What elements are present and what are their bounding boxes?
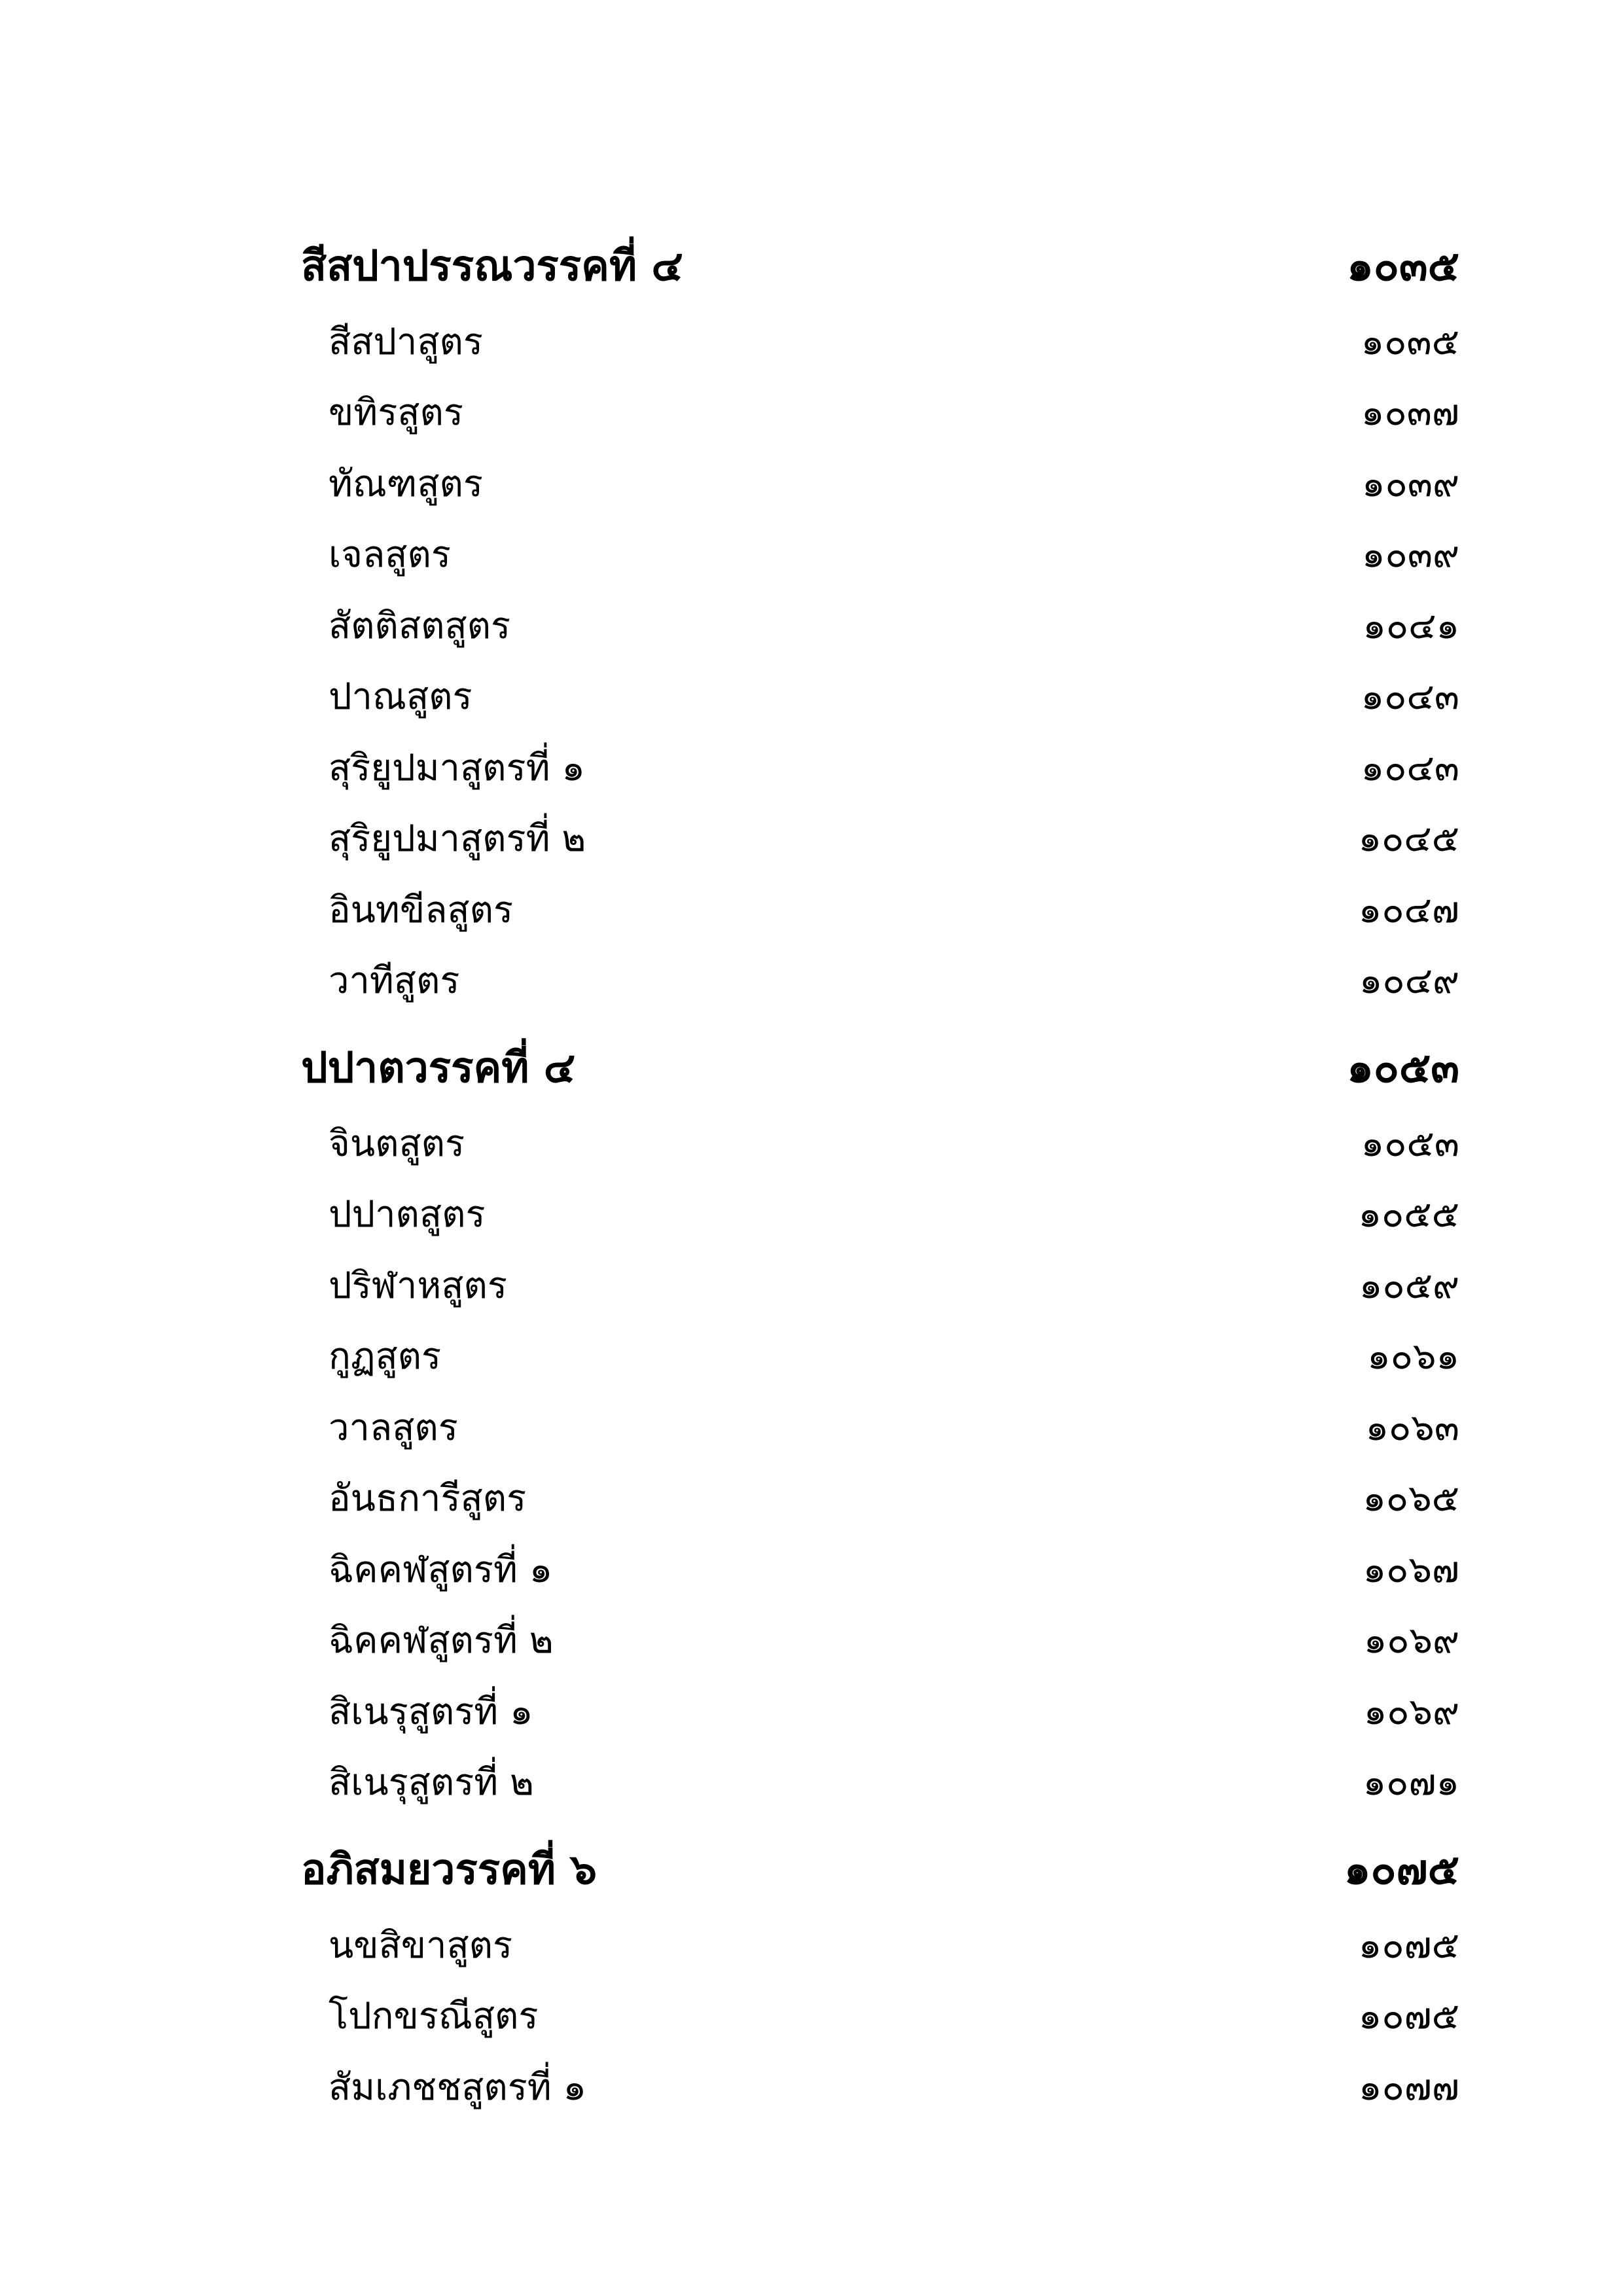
entry-page-number: ๑๐๓๕ (1361, 320, 1459, 363)
section-heading (301, 1829, 1459, 1909)
entry-page-number: ๑๐๔๗ (1358, 888, 1459, 931)
toc-entry (301, 1249, 1459, 1321)
entry-page-number: ๑๐๗๕ (1358, 1924, 1459, 1967)
toc-entry (301, 1534, 1459, 1605)
entry-title: ปปาตสูตร (329, 1193, 486, 1236)
toc-entry (301, 1179, 1459, 1250)
toc-entry (301, 590, 1459, 661)
entry-title: สีสปาสูตร (329, 320, 483, 363)
entry-title: อันธการีสูตร (329, 1477, 527, 1520)
entry-title: อินทขีลสูตร (329, 888, 514, 931)
entry-title: ปริฬาหสูตร (329, 1264, 507, 1307)
entry-page-number: ๑๐๓๗ (1361, 391, 1459, 435)
entry-title: ทัณฑสูตร (329, 462, 483, 505)
entry-page-number: ๑๐๔๕ (1358, 817, 1459, 861)
toc-entry (301, 448, 1459, 519)
toc-entry (301, 1321, 1459, 1392)
entry-title: นขสิขาสูตร (329, 1924, 513, 1967)
entry-page-number: ๑๐๓๙ (1361, 533, 1459, 577)
toc-entry (301, 2051, 1459, 2123)
entry-title: ฉิคคฬสูตรที่ ๒ (329, 1619, 554, 1662)
entry-title: สุริยูปมาสูตรที่ ๒ (329, 817, 586, 861)
entry-page-number: ๑๐๔๙ (1359, 960, 1459, 1003)
entry-page-number: ๑๐๖๑ (1367, 1335, 1459, 1378)
section-title: ปปาตวรรคที่ ๔ (301, 1043, 576, 1092)
entry-title: สุริยูปมาสูตรที่ ๑ (329, 746, 585, 789)
entry-title: ฉิคคฬสูตรที่ ๑ (329, 1548, 553, 1591)
entry-title: สัตติสตสูตร (329, 604, 511, 647)
section-title: อภิสมยวรรคที่ ๖ (301, 1845, 597, 1894)
entry-page-number: ๑๐๗๑ (1363, 1761, 1459, 1804)
entry-page-number: ๑๐๕๓ (1361, 1122, 1459, 1165)
entry-title: จินตสูตร (329, 1122, 465, 1165)
toc-entry (301, 1676, 1459, 1747)
toc-entry (301, 874, 1459, 945)
entry-page-number: ๑๐๖๙ (1363, 1690, 1459, 1733)
toc-entry (301, 732, 1459, 803)
toc-entry (301, 1463, 1459, 1534)
section-page-number: ๑๐๓๕ (1347, 242, 1459, 291)
entry-page-number: ๑๐๕๕ (1358, 1193, 1459, 1236)
entry-title: ปาณสูตร (329, 675, 473, 719)
entry-page-number: ๑๐๖๙ (1363, 1619, 1459, 1662)
toc-entry (301, 306, 1459, 377)
toc-entry (301, 377, 1459, 448)
toc-entry (301, 661, 1459, 732)
toc-entry (301, 1747, 1459, 1818)
entry-title: สัมเภชชสูตรที่ ๑ (329, 2066, 587, 2109)
toc-entry (301, 1107, 1459, 1179)
entry-page-number: ๑๐๗๕ (1358, 1995, 1459, 2038)
toc-section (301, 1829, 1459, 2123)
entry-title: วาลสูตร (329, 1406, 458, 1449)
entry-page-number: ๑๐๓๙ (1361, 462, 1459, 505)
toc-entry (301, 519, 1459, 590)
table-of-contents (301, 226, 1459, 2134)
section-heading (301, 226, 1459, 306)
entry-title: กูฏสูตร (329, 1335, 442, 1378)
entry-page-number: ๑๐๔๑ (1363, 604, 1459, 647)
section-page-number: ๑๐๕๓ (1347, 1043, 1459, 1092)
entry-title: เจลสูตร (329, 533, 451, 577)
entry-title: สิเนรุสูตรที่ ๑ (329, 1690, 533, 1733)
entry-title: สิเนรุสูตรที่ ๒ (329, 1761, 534, 1804)
section-title: สีสปาปรรณวรรคที่ ๔ (301, 242, 683, 291)
entry-title: ขทิรสูตร (329, 391, 463, 435)
entry-title: วาทีสูตร (329, 960, 460, 1003)
entry-title: โปกขรณีสูตร (329, 1995, 539, 2038)
entry-page-number: ๑๐๗๗ (1359, 2066, 1459, 2109)
section-heading (301, 1028, 1459, 1107)
entry-page-number: ๑๐๔๓ (1361, 675, 1459, 719)
toc-section (301, 1028, 1459, 1818)
toc-entry (301, 1981, 1459, 2052)
section-page-number: ๑๐๗๕ (1344, 1845, 1459, 1894)
entry-page-number: ๑๐๖๓ (1365, 1406, 1459, 1449)
toc-entry (301, 1605, 1459, 1676)
toc-entry (301, 803, 1459, 874)
toc-section (301, 226, 1459, 1016)
toc-entry (301, 945, 1459, 1016)
entry-page-number: ๑๐๔๓ (1361, 746, 1459, 789)
entry-page-number: ๑๐๕๙ (1359, 1264, 1459, 1307)
toc-entry (301, 1909, 1459, 1981)
entry-page-number: ๑๐๖๕ (1363, 1477, 1459, 1520)
toc-entry (301, 1391, 1459, 1463)
entry-page-number: ๑๐๖๗ (1363, 1548, 1459, 1591)
